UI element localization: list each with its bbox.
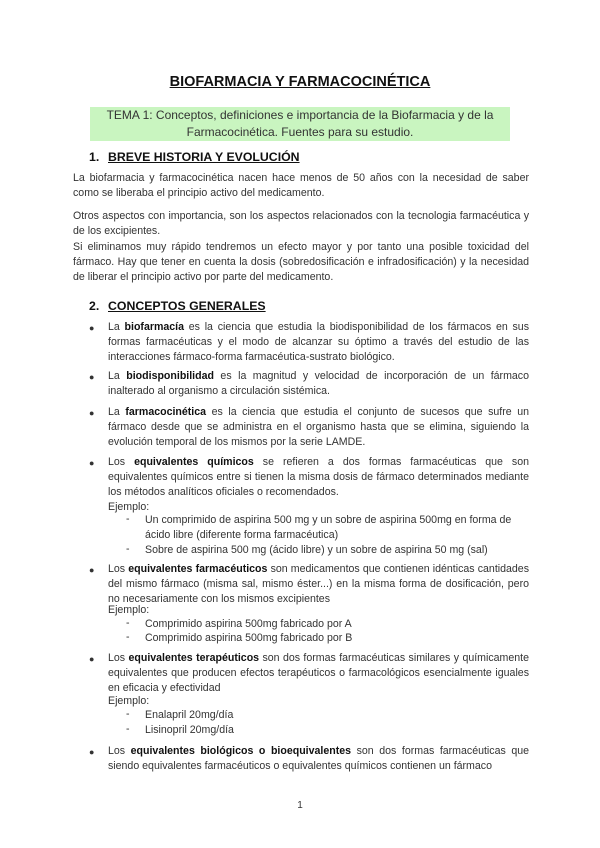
concept-pre: La <box>108 370 127 382</box>
concept-term: farmacocinética <box>125 406 207 418</box>
concept-definition: es la ciencia que estudia el conjunto de sucesos que sufre un fármaco desde que se administra en el organismo hasta que se elimina, siguiendo la evolución temporal de los mismos por la serie LAMDE. <box>108 406 529 448</box>
concept-term: equivalentes terapéuticos <box>128 652 260 664</box>
concept-pre: Los <box>108 456 135 468</box>
page-number: 1 <box>297 800 303 811</box>
concept-item <box>108 651 529 696</box>
example-label: Ejemplo: <box>108 695 150 707</box>
dash-icon: - <box>126 708 130 720</box>
concept-definition: son dos formas farmacéuticas similares y químicamente equivalentes que producen efectos terapéuticos o farmacológicos esencialmente iguales en eficacia y efectividad <box>108 652 529 694</box>
concept-item <box>108 405 529 450</box>
section-1-heading <box>89 150 300 164</box>
section-2-number: 2. <box>89 299 100 313</box>
bullet-icon: ● <box>89 408 95 418</box>
document-title: BIOFARMACIA Y FARMACOCINÉTICA <box>169 74 431 90</box>
dash-icon: - <box>126 513 130 525</box>
bullet-icon: ● <box>89 565 95 575</box>
section-1-number: 1. <box>89 150 100 164</box>
concept-item <box>108 320 529 365</box>
section-2-heading <box>89 299 266 313</box>
concept-definition: es la magnitud y velocidad de incorporación de un fármaco inalterado al organismo a circulación sistémica. <box>108 370 529 397</box>
dash-icon: - <box>126 543 130 555</box>
concept-pre: Los <box>108 563 129 575</box>
bullet-icon: ● <box>89 323 95 333</box>
concept-item <box>108 455 529 500</box>
concept-pre: La <box>108 406 126 418</box>
concept-definition: se refieren a dos formas farmacéuticas que son equivalentes químicos entre si tienen la misma dosis de fármaco determinados mediante los métodos analíticos oficiales o recomendados. <box>108 456 530 498</box>
dash-icon: - <box>126 631 130 643</box>
example-item: Enalapril 20mg/día <box>145 709 234 721</box>
concept-item <box>108 744 529 774</box>
section-2-title: CONCEPTOS GENERALES <box>108 299 266 313</box>
bullet-icon: ● <box>89 458 95 468</box>
concept-definition: son dos formas farmacéuticas que siendo equivalentes farmacéuticos o equivalentes químicos contienen un fármaco <box>108 745 530 772</box>
concept-term: biodisponibilidad <box>126 370 214 382</box>
concept-pre: Los <box>108 745 131 757</box>
subtitle-line-2: Farmacocinética. Fuentes para su estudio. <box>186 125 414 139</box>
dash-icon: - <box>126 617 130 629</box>
bullet-icon: ● <box>89 372 95 382</box>
section-1-paragraph-1: La biofarmacia y farmacocinética nacen hace menos de 50 años con la necesidad de saber como se liberaba el principio activo del medicamento. <box>73 172 529 199</box>
concept-item <box>108 369 529 399</box>
concept-definition: es la ciencia que estudia la biodisponibilidad de los fármacos en sus formas farmacéuticas y el modo de alcanzar su óptimo a través del estudio de las interacciones fármaco-forma farmacéutica-sustrato biológico. <box>108 321 529 363</box>
example-label: Ejemplo: <box>108 604 150 616</box>
example-item: Un comprimido de aspirina 500 mg y un sobre de aspirina 500mg en forma de ácido libre (diferente forma farmacéutica) <box>145 514 512 541</box>
concept-pre: La <box>108 321 125 333</box>
concept-term: equivalentes biológicos o bioequivalentes <box>130 745 352 757</box>
concept-definition: son medicamentos que contienen idénticas cantidades del mismo fármaco (misma sal, mismo éster...) en la misma forma de dosificación, pero no necesariamente con los mismos excipientes <box>108 563 529 605</box>
bullet-icon: ● <box>89 654 95 664</box>
section-1-paragraph-2: Otros aspectos con importancia, son los aspectos relacionados con la tecnologia farmacéutica y de los excipientes. <box>73 210 529 237</box>
example-item: Comprimido aspirina 500mg fabricado por B <box>145 632 353 644</box>
bullet-icon: ● <box>89 747 95 757</box>
example-item: Lisinopril 20mg/día <box>145 724 234 736</box>
dash-icon: - <box>126 723 130 735</box>
example-item: Comprimido aspirina 500mg fabricado por A <box>145 618 352 630</box>
concept-pre: Los <box>108 652 129 664</box>
concept-item <box>108 562 529 607</box>
concept-term: equivalentes químicos <box>134 456 254 468</box>
section-1-paragraph-3: Si eliminamos muy rápido tendremos un efecto mayor y por tanto una posible toxicidad del fármaco. Hay que tener en cuenta la dosis (sobredosificación e infradosificación) y la necesidad de liberar el principio activo por parte del medicamento. <box>73 241 529 283</box>
example-label: Ejemplo: <box>108 501 150 513</box>
subtitle-line-1: TEMA 1: Conceptos, definiciones e importancia de la Biofarmacia y de la <box>106 108 494 122</box>
concept-term: biofarmacía <box>124 321 185 333</box>
concept-term: equivalentes farmacéuticos <box>128 563 268 575</box>
topic-subtitle <box>90 107 510 141</box>
section-1-title: BREVE HISTORIA Y EVOLUCIÓN <box>108 150 300 164</box>
example-item: Sobre de aspirina 500 mg (ácido libre) y un sobre de aspirina 50 mg (sal) <box>145 544 488 556</box>
